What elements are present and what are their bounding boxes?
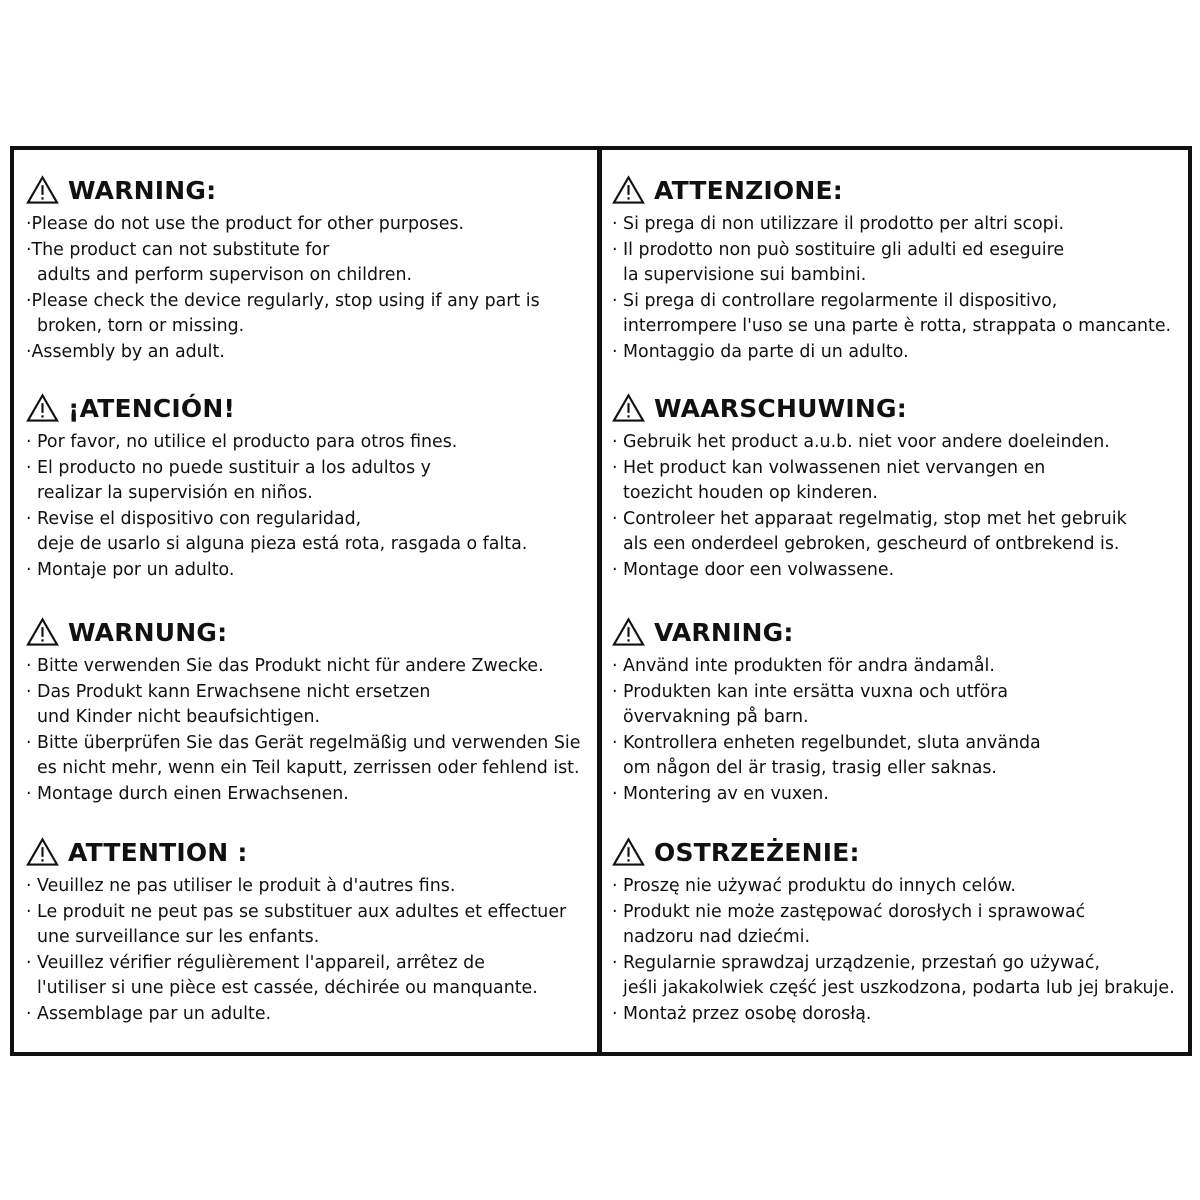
section-heading (612, 170, 1182, 210)
text-line: · Montaggio da parte di un adulto. (612, 341, 909, 362)
text-line: övervakning på barn. (623, 707, 809, 728)
text-line: · Kontrollera enheten regelbundet, sluta använda (612, 732, 1041, 753)
warning-triangle-icon (612, 393, 645, 423)
section-title: WARNUNG: (68, 617, 228, 647)
section-italian (612, 170, 1182, 366)
text-line: · Gebruik het product a.u.b. niet voor andere doeleinden. (612, 432, 1110, 452)
text-line: · Bitte überprüfen Sie das Gerät regelmäßig und verwenden Sie (26, 732, 581, 753)
text-line: jeśli jakakolwiek część jest uszkodzona, podarta lub jej brakuje. (623, 978, 1175, 999)
text-line: ·Please do not use the product for other purposes. (26, 214, 465, 234)
text-line: · El producto no puede sustituir a los adultos y (26, 457, 431, 478)
text-line: deje de usarlo si alguna pieza está rota, rasgada o falta. (37, 534, 528, 555)
section-heading (612, 388, 1182, 428)
warning-triangle-icon (26, 175, 59, 205)
warning-triangle-icon (26, 837, 59, 867)
text-line: nadzoru nad dziećmi. (623, 927, 810, 948)
section-heading (26, 170, 592, 210)
text-line: · Por favor, no utilice el producto para otros fines. (26, 432, 458, 452)
section-heading (26, 388, 592, 428)
text-line: ·The product can not substitute for (26, 239, 330, 260)
text-line: es nicht mehr, wenn ein Teil kaputt, zerrissen oder fehlend ist. (37, 758, 580, 779)
column-divider (597, 146, 602, 1056)
section-german (26, 612, 592, 808)
text-line: broken, torn or missing. (37, 316, 245, 337)
text-line: adults and perform supervison on children. (37, 265, 413, 286)
section-dutch (612, 388, 1182, 584)
warning-triangle-icon (26, 617, 59, 647)
text-line: · Montage door een volwassene. (612, 559, 895, 580)
section-polish (612, 832, 1182, 1028)
text-line: · Bitte verwenden Sie das Produkt nicht für andere Zwecke. (26, 656, 544, 676)
text-line: om någon del är trasig, trasig eller saknas. (623, 758, 997, 779)
text-line: l'utiliser si une pièce est cassée, déchirée ou manquante. (37, 978, 538, 999)
text-line: ·Please check the device regularly, stop using if any part is (26, 290, 540, 311)
text-line: realizar la supervisión en niños. (37, 483, 313, 504)
warning-triangle-icon (612, 837, 645, 867)
text-line: · Controleer het apparaat regelmatig, stop met het gebruik (612, 508, 1127, 529)
section-heading (612, 832, 1182, 872)
section-swedish (612, 612, 1182, 808)
warning-triangle-icon (612, 617, 645, 647)
section-english (26, 170, 592, 366)
text-line: une surveillance sur les enfants. (37, 927, 320, 948)
text-line: · Si prega di non utilizzare il prodotto per altri scopi. (612, 214, 1065, 234)
section-french (26, 832, 592, 1028)
text-line: und Kinder nicht beaufsichtigen. (37, 707, 321, 728)
text-line: · Le produit ne peut pas se substituer aux adultes et effectuer (26, 901, 567, 922)
text-line: · Produkten kan inte ersätta vuxna och utföra (612, 681, 1009, 702)
text-line: toezicht houden op kinderen. (623, 483, 878, 504)
warning-triangle-icon (26, 393, 59, 423)
text-line: · Produkt nie może zastępować dorosłych i sprawować (612, 901, 1086, 922)
text-line: · Revise el dispositivo con regularidad, (26, 508, 362, 529)
text-line: als een onderdeel gebroken, gescheurd of ontbrekend is. (623, 534, 1120, 555)
text-line: · Il prodotto non può sostituire gli adulti ed eseguire (612, 239, 1065, 260)
text-line: · Het product kan volwassenen niet vervangen en (612, 457, 1046, 478)
section-heading (26, 832, 592, 872)
section-title: ATTENZIONE: (654, 175, 843, 205)
text-line: · Regularnie sprawdzaj urządzenie, przestań go używać, (612, 952, 1100, 973)
text-line: · Assemblage par un adulte. (26, 1003, 272, 1024)
section-title: ATTENTION : (68, 837, 248, 867)
section-title: WARNING: (68, 175, 217, 205)
text-line: · Si prega di controllare regolarmente il dispositivo, (612, 290, 1058, 311)
section-heading (612, 612, 1182, 652)
text-line: interrompere l'uso se una parte è rotta, strappata o mancante. (623, 316, 1172, 337)
section-title: ¡ATENCIÓN! (68, 393, 236, 423)
text-line: · Montaż przez osobę dorosłą. (612, 1003, 872, 1024)
text-line: ·Assembly by an adult. (26, 341, 225, 362)
section-title: WAARSCHUWING: (654, 393, 907, 423)
section-title: VARNING: (654, 617, 794, 647)
text-line: · Montage durch einen Erwachsenen. (26, 783, 349, 804)
warning-triangle-icon (612, 175, 645, 205)
text-line: · Montaje por un adulto. (26, 559, 235, 580)
text-line: la supervisione sui bambini. (623, 265, 867, 286)
text-line: · Montering av en vuxen. (612, 783, 829, 804)
section-title: OSTRZEŻENIE: (654, 837, 860, 867)
text-line: · Das Produkt kann Erwachsene nicht ersetzen (26, 681, 431, 702)
text-line: · Proszę nie używać produktu do innych celów. (612, 876, 1016, 896)
section-spanish (26, 388, 592, 584)
text-line: · Använd inte produkten för andra ändamål. (612, 656, 995, 676)
text-line: · Veuillez ne pas utiliser le produit à d'autres fins. (26, 876, 456, 896)
text-line: · Veuillez vérifier régulièrement l'appareil, arrêtez de (26, 952, 485, 973)
section-heading (26, 612, 592, 652)
